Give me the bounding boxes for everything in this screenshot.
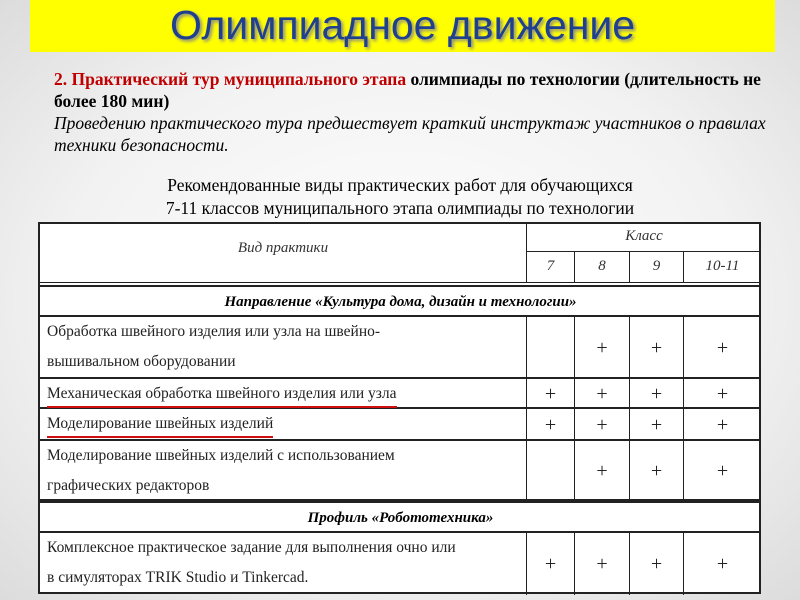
- section-robotics: Профиль «Робототехника»: [40, 501, 761, 533]
- practice-line-2: вышивальном оборудовании: [47, 353, 236, 370]
- header-class: Класс: [527, 224, 761, 252]
- practice-line-1: Моделирование швейных изделий с использованием: [47, 447, 395, 464]
- practice-line-2: в симуляторах TRIK Studio и Tinkercad.: [47, 569, 309, 586]
- practice-name: [40, 441, 527, 499]
- table-row: [40, 533, 761, 595]
- mark-grade-7: [527, 317, 575, 377]
- practice-name: [40, 409, 527, 439]
- mark-grade-10-11: +: [716, 460, 729, 482]
- slide-title: Олимпиадное движение: [169, 2, 636, 48]
- table-caption: [100, 174, 700, 220]
- intro-bold: олимпиады по технологии (длительность не более 180 мин): [54, 69, 761, 111]
- mark-grade-8: +: [575, 379, 630, 407]
- mark-grade-7: +: [527, 409, 575, 439]
- intro-italic: Проведению практического тура предшествует краткий инструктаж участников о правилах техники безопасности.: [54, 113, 766, 155]
- practice-line-2: графических редакторов: [47, 477, 210, 494]
- header-practice: Вид практики: [40, 224, 527, 282]
- practice-name: [40, 317, 527, 377]
- grade-7: 7: [527, 252, 575, 282]
- practice-line-1: Комплексное практическое задание для выполнения очно или: [47, 539, 456, 556]
- grade-9: 9: [630, 252, 684, 282]
- mark-grade-7: [527, 441, 575, 499]
- mark-grade-10-11: +: [716, 414, 729, 436]
- caption-line-2: 7-11 классов муниципального этапа олимпиады по технологии: [165, 198, 635, 218]
- intro-red: Практический тур муниципального этапа: [71, 69, 407, 89]
- table-row: [40, 409, 761, 441]
- caption-line-1: Рекомендованные виды практических работ для обучающихся: [167, 175, 633, 195]
- mark-grade-9: +: [630, 379, 684, 407]
- mark-grade-10-11: +: [716, 553, 729, 575]
- practice-name: [40, 533, 527, 595]
- mark-grade-10-11: +: [716, 383, 729, 405]
- intro-number: 2.: [54, 69, 68, 89]
- mark-grade-9: +: [630, 317, 684, 377]
- mark-grade-9: +: [630, 533, 684, 595]
- practice-line-1: Моделирование швейных изделий: [47, 412, 273, 438]
- mark-grade-9: +: [630, 441, 684, 499]
- mark-grade-9: +: [630, 409, 684, 439]
- mark-grade-10-11: +: [716, 337, 729, 359]
- mark-grade-8: +: [575, 441, 630, 499]
- practice-line-1: Обработка швейного изделия или узла на швейно-: [47, 323, 381, 340]
- grade-10-11: 10-11: [705, 258, 740, 274]
- mark-grade-8: +: [575, 533, 630, 595]
- table-row: [40, 317, 761, 379]
- practice-line-1: Механическая обработка швейного изделия или узла: [47, 382, 397, 408]
- mark-grade-7: +: [527, 379, 575, 407]
- mark-grade-8: +: [575, 317, 630, 377]
- table-row: [40, 441, 761, 501]
- mark-grade-7: +: [527, 533, 575, 595]
- intro-text: [54, 68, 774, 156]
- table-row: [40, 379, 761, 409]
- practice-name: [40, 379, 527, 407]
- mark-grade-8: +: [575, 409, 630, 439]
- section-culture: Направление «Культура дома, дизайн и технологии»: [40, 287, 761, 317]
- practice-table: [38, 222, 761, 594]
- title-bar: [30, 0, 775, 52]
- grade-8: 8: [575, 252, 630, 282]
